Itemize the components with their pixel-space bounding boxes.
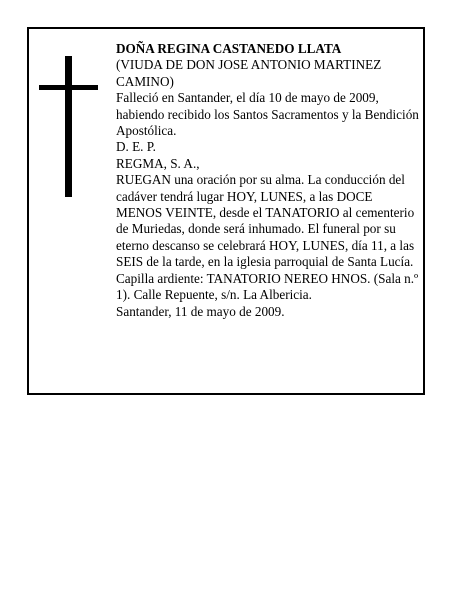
- cross-horizontal-bar: [39, 85, 98, 90]
- obituary-notice: [27, 27, 425, 395]
- widow-of: (VIUDA DE DON JOSE ANTONIO MARTINEZ CAMINO): [116, 57, 382, 89]
- place-date: Santander, 11 de mayo de 2009.: [116, 303, 285, 319]
- chapel-info: Capilla ardiente: TANATORIO NEREO HNOS. (Sala n.º 1). Calle Repuente, s/n. La Albericia.: [116, 270, 419, 303]
- cross-vertical-bar: [65, 56, 72, 197]
- dep-line: D. E. P.: [116, 139, 156, 155]
- death-info: Falleció en Santander, el día 10 de mayo de 2009, habiendo recibido los Santos Sacramentos y la Bendición Apostólica.: [116, 90, 419, 139]
- funeral-request: RUEGAN una oración por su alma. La conducción del cadáver tendrá lugar HOY, LUNES, a las DOCE MENOS VEINTE, desde el TANATORIO al cementerio de Muriedas, donde será inhumado. El funeral por su eterno descanso se celebrará HOY, LUNES, día 11, a las SEIS de la tarde, en la iglesia parroquial de Santa Lucía.: [116, 172, 415, 270]
- deceased-name: DOÑA REGINA CASTANEDO LLATA: [116, 41, 342, 56]
- obituary-text: [116, 41, 421, 320]
- company-name: REGMA, S. A.,: [116, 155, 200, 171]
